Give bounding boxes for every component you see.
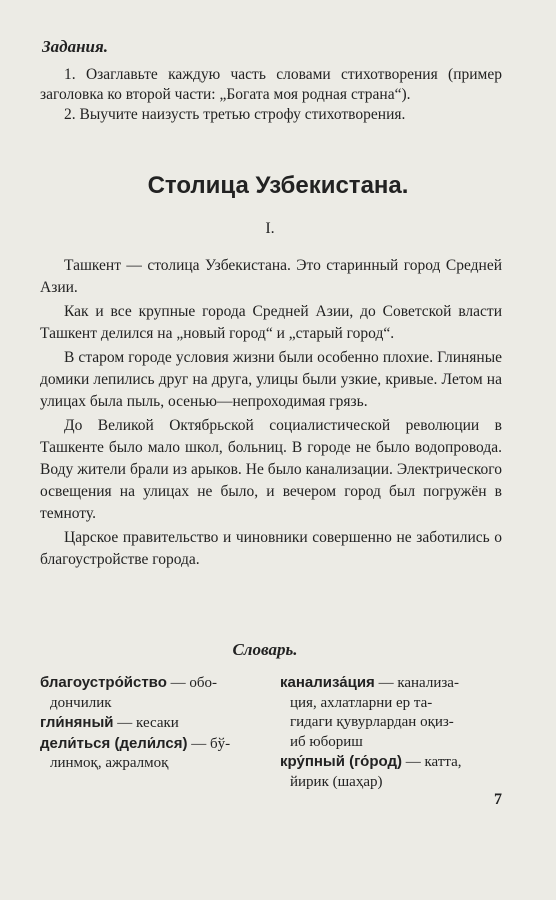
dictionary-definition-cont: линмоқ, ажралмоқ [50,755,169,771]
dictionary-definition-cont: йирик (шаҳар) [290,773,383,790]
dictionary-heading: Словарь. [232,640,298,659]
dictionary-word: дели́ться (дели́лся) [40,734,188,752]
task-item-2: 2. Выучите наизусть третью строфу стихотворения. [64,106,406,123]
paragraph: В старом городе условия жизни были особенно плохие. Глиняные домики лепились друг на друга, улицы были узкие, кривые. Летом на улицах была пыль, осенью—непроходимая грязь. [40,349,502,410]
dictionary-definition: — бў- [187,735,231,752]
dictionary-word: канализа́ция [280,674,375,691]
dictionary-definition: — канализа- [374,675,459,691]
part-number: I. [265,220,275,237]
page-title: Столица Узбекистана. [147,172,409,199]
dictionary-word: гли́няный [40,714,114,731]
dictionary-definition-cont: дончилик [50,694,112,711]
dictionary-entry [280,752,510,792]
dictionary-definition: — кесаки [113,715,179,731]
story-text [40,255,502,573]
dictionary-entry [280,673,510,752]
dictionary-definition: — обо- [166,675,217,691]
dictionary-definition-cont: ция, ахлатларни ер та- [290,694,433,711]
page-number: 7 [494,791,502,808]
dictionary-entry [40,673,268,713]
task-item-1: 1. Озаглавьте каждую часть словами стихотворения (пример заголовка ко второй части: „Богата моя родная страна“). [40,66,502,103]
tasks-list [40,65,502,125]
dictionary-definition-cont: иб юбориш [290,733,363,750]
tasks-heading: Задания. [42,37,108,56]
dictionary-right-column [280,673,510,792]
dictionary-word: благоустро́йство [40,674,167,691]
paragraph: Ташкент — столица Узбекистана. Это старинный город Средней Азии. [40,257,502,296]
dictionary-left-column [40,673,268,774]
dictionary-definition: — катта, [402,754,462,770]
dictionary-definition-cont: гидаги қувурлардан оқиз- [290,714,454,730]
paragraph: Как и все крупные города Средней Азии, до Советской власти Ташкент делился на „новый город“ и „старый город“. [40,303,502,342]
paragraph: До Великой Октябрьской социалистической революции в Ташкенте было мало школ, больниц. В городе не было водопровода. Воду жители брали из арыков. Не было канализации. Электрического освещения на улицах не было, и вечером город был погружён в темноту. [40,417,502,522]
dictionary-entry [40,713,268,734]
paragraph: Царское правительство и чиновники совершенно не заботились о благоустройстве города. [40,529,502,568]
dictionary-word: кру́пный (го́род) [280,753,402,770]
dictionary-entry [40,734,268,774]
